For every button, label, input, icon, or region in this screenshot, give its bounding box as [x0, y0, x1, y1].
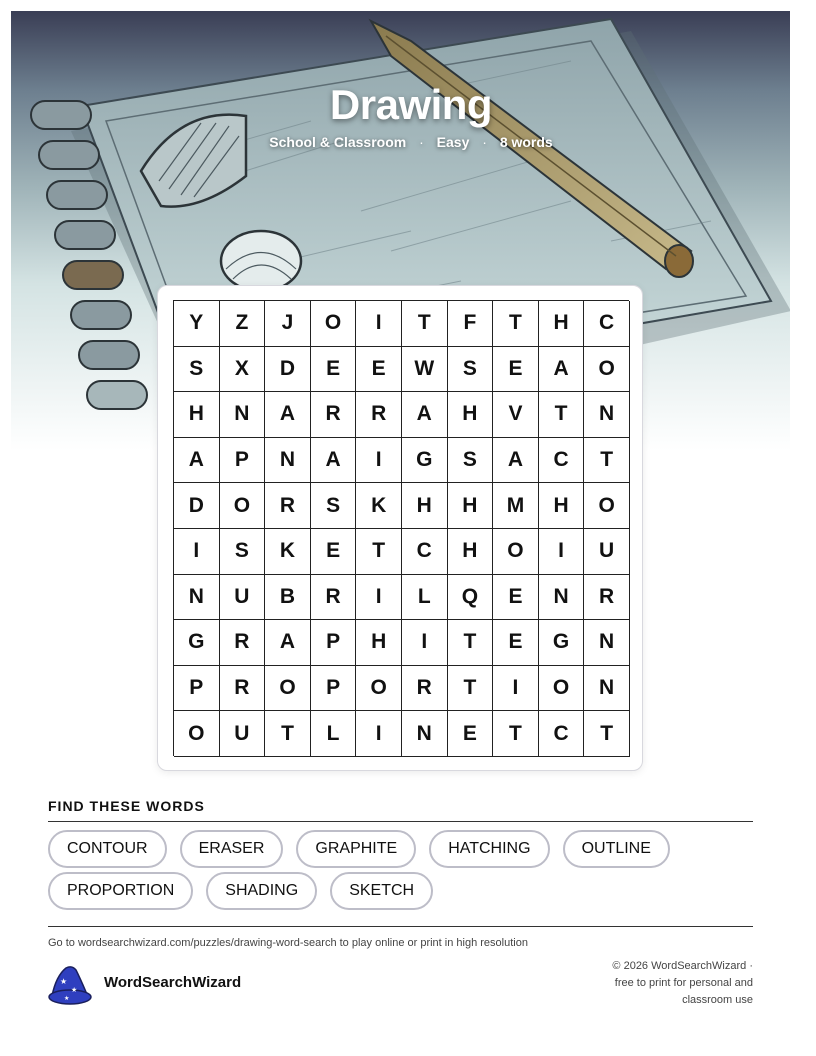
- category-label: School & Classroom: [269, 134, 407, 150]
- grid-cell[interactable]: P: [220, 438, 266, 484]
- word-chip[interactable]: HATCHING: [429, 830, 549, 868]
- grid-cell[interactable]: A: [174, 438, 220, 484]
- grid-cell[interactable]: R: [402, 666, 448, 712]
- svg-text:★: ★: [71, 986, 78, 994]
- grid-cell[interactable]: O: [311, 301, 357, 347]
- grid-cell[interactable]: O: [220, 483, 266, 529]
- grid-cell[interactable]: O: [584, 483, 630, 529]
- grid-cell[interactable]: P: [311, 666, 357, 712]
- copyright-line: © 2026 WordSearchWizard ·: [612, 960, 753, 972]
- grid-cell[interactable]: T: [448, 620, 494, 666]
- grid-cell[interactable]: G: [174, 620, 220, 666]
- grid-cell[interactable]: X: [220, 347, 266, 393]
- grid-cell[interactable]: T: [265, 711, 311, 757]
- grid-cell[interactable]: C: [584, 301, 630, 347]
- grid-cell[interactable]: R: [311, 392, 357, 438]
- word-chip[interactable]: CONTOUR: [48, 830, 167, 868]
- grid-cell[interactable]: M: [493, 483, 539, 529]
- grid-cell[interactable]: B: [265, 575, 311, 621]
- grid-cell[interactable]: V: [493, 392, 539, 438]
- grid-cell[interactable]: I: [356, 575, 402, 621]
- puzzle-meta: [11, 134, 790, 150]
- grid-cell[interactable]: A: [539, 347, 585, 393]
- grid-cell[interactable]: E: [311, 529, 357, 575]
- grid-cell[interactable]: E: [356, 347, 402, 393]
- wizard-hat-icon: [46, 962, 94, 1006]
- grid-cell[interactable]: H: [448, 529, 494, 575]
- grid-cell[interactable]: N: [402, 711, 448, 757]
- grid-cell[interactable]: A: [265, 620, 311, 666]
- copyright-line: classroom use: [682, 994, 753, 1006]
- meta-separator: ·: [419, 134, 424, 150]
- grid-cell[interactable]: U: [220, 711, 266, 757]
- divider: [48, 926, 753, 927]
- grid-cell[interactable]: H: [402, 483, 448, 529]
- grid-cell[interactable]: I: [356, 301, 402, 347]
- grid-cell[interactable]: W: [402, 347, 448, 393]
- word-list: [48, 830, 753, 910]
- grid-cell[interactable]: E: [493, 575, 539, 621]
- grid-cell[interactable]: S: [448, 347, 494, 393]
- grid-cell[interactable]: R: [311, 575, 357, 621]
- grid-cell[interactable]: S: [311, 483, 357, 529]
- grid-cell[interactable]: G: [402, 438, 448, 484]
- grid-cell[interactable]: N: [584, 666, 630, 712]
- word-chip[interactable]: ERASER: [180, 830, 284, 868]
- grid-cell[interactable]: S: [220, 529, 266, 575]
- grid-cell[interactable]: N: [539, 575, 585, 621]
- grid-cell[interactable]: E: [311, 347, 357, 393]
- grid-cell[interactable]: U: [220, 575, 266, 621]
- grid-cell[interactable]: T: [448, 666, 494, 712]
- grid-cell[interactable]: R: [584, 575, 630, 621]
- grid-cell[interactable]: K: [356, 483, 402, 529]
- grid-cell[interactable]: D: [265, 347, 311, 393]
- grid-cell[interactable]: U: [584, 529, 630, 575]
- grid-cell[interactable]: N: [584, 392, 630, 438]
- grid-cell[interactable]: J: [265, 301, 311, 347]
- grid-cell[interactable]: G: [539, 620, 585, 666]
- grid-cell[interactable]: O: [356, 666, 402, 712]
- grid-cell[interactable]: N: [265, 438, 311, 484]
- grid-cell[interactable]: C: [402, 529, 448, 575]
- word-chip[interactable]: GRAPHITE: [296, 830, 416, 868]
- word-chip[interactable]: PROPORTION: [48, 872, 193, 910]
- grid-cell[interactable]: T: [584, 711, 630, 757]
- difficulty-label: Easy: [436, 134, 470, 150]
- grid-card: [157, 285, 643, 771]
- word-count-label: 8 words: [499, 134, 553, 150]
- grid-cell[interactable]: E: [493, 347, 539, 393]
- grid-cell[interactable]: Y: [174, 301, 220, 347]
- copyright-notice: [560, 958, 753, 1009]
- grid-cell[interactable]: H: [539, 301, 585, 347]
- shell-shape: [221, 231, 301, 291]
- grid-cell[interactable]: I: [539, 529, 585, 575]
- grid-cell[interactable]: R: [220, 666, 266, 712]
- grid-cell[interactable]: R: [356, 392, 402, 438]
- grid-cell[interactable]: A: [311, 438, 357, 484]
- grid-cell[interactable]: L: [311, 711, 357, 757]
- svg-text:★: ★: [60, 977, 68, 986]
- grid-cell[interactable]: L: [402, 575, 448, 621]
- grid-cell[interactable]: T: [402, 301, 448, 347]
- copyright-line: free to print for personal and: [614, 977, 753, 989]
- grid-cell[interactable]: O: [493, 529, 539, 575]
- grid-cell[interactable]: P: [174, 666, 220, 712]
- grid-cell[interactable]: I: [493, 666, 539, 712]
- grid-cell[interactable]: Z: [220, 301, 266, 347]
- divider: [48, 821, 753, 822]
- grid-cell[interactable]: P: [311, 620, 357, 666]
- grid-cell[interactable]: I: [356, 438, 402, 484]
- word-chip[interactable]: OUTLINE: [563, 830, 670, 868]
- footer-link-text[interactable]: Go to wordsearchwizard.com/puzzles/drawing-word-search to play online or print in high resolution: [48, 937, 528, 949]
- grid-cell[interactable]: N: [220, 392, 266, 438]
- grid-cell[interactable]: K: [265, 529, 311, 575]
- word-chip[interactable]: SKETCH: [330, 872, 433, 910]
- grid-cell[interactable]: H: [539, 483, 585, 529]
- grid-cell[interactable]: T: [493, 301, 539, 347]
- brand-name: WordSearchWizard: [104, 974, 242, 991]
- grid-cell[interactable]: I: [402, 620, 448, 666]
- grid-cell[interactable]: S: [174, 347, 220, 393]
- grid-cell[interactable]: T: [356, 529, 402, 575]
- grid-cell[interactable]: T: [493, 711, 539, 757]
- grid-cell[interactable]: O: [174, 711, 220, 757]
- grid-cell[interactable]: N: [584, 620, 630, 666]
- puzzle-title: Drawing: [329, 81, 493, 128]
- grid-cell[interactable]: T: [584, 438, 630, 484]
- grid-cell[interactable]: I: [356, 711, 402, 757]
- grid-cell[interactable]: F: [448, 301, 494, 347]
- grid-cell[interactable]: O: [539, 666, 585, 712]
- grid-cell[interactable]: E: [448, 711, 494, 757]
- grid-cell[interactable]: S: [448, 438, 494, 484]
- letter-grid[interactable]: [173, 300, 629, 756]
- grid-cell[interactable]: A: [493, 438, 539, 484]
- grid-cell[interactable]: H: [448, 483, 494, 529]
- grid-cell[interactable]: H: [448, 392, 494, 438]
- grid-cell[interactable]: T: [539, 392, 585, 438]
- grid-cell[interactable]: C: [539, 711, 585, 757]
- grid-cell[interactable]: O: [265, 666, 311, 712]
- grid-cell[interactable]: E: [493, 620, 539, 666]
- grid-cell[interactable]: N: [174, 575, 220, 621]
- grid-cell[interactable]: H: [356, 620, 402, 666]
- grid-cell[interactable]: A: [402, 392, 448, 438]
- grid-cell[interactable]: R: [265, 483, 311, 529]
- grid-cell[interactable]: D: [174, 483, 220, 529]
- grid-cell[interactable]: C: [539, 438, 585, 484]
- meta-separator: ·: [482, 134, 487, 150]
- grid-cell[interactable]: R: [220, 620, 266, 666]
- grid-cell[interactable]: H: [174, 392, 220, 438]
- word-chip[interactable]: SHADING: [206, 872, 317, 910]
- grid-cell[interactable]: A: [265, 392, 311, 438]
- grid-cell[interactable]: I: [174, 529, 220, 575]
- words-heading: FIND THESE WORDS: [48, 798, 205, 814]
- grid-cell[interactable]: O: [584, 347, 630, 393]
- svg-text:★: ★: [64, 995, 70, 1002]
- grid-cell[interactable]: Q: [448, 575, 494, 621]
